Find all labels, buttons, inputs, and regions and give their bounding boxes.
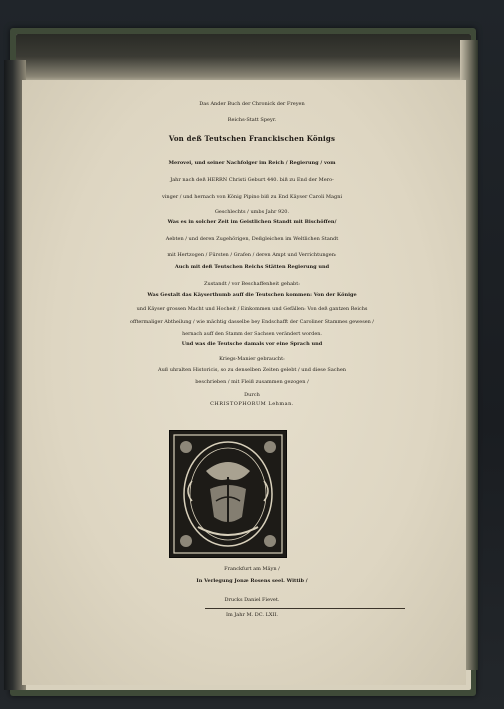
sources-line: Auß uhralten Historicis, so zu denselben Zeiten gelebt / und diese Sachen (157, 367, 347, 373)
imprint-place: Franckfurt am Mäyn / (224, 566, 280, 572)
top-page-shadow (16, 34, 471, 84)
author-name: CHRISTOPHORUM Lehman. (210, 401, 294, 407)
subtitle-line: Aebten / und deren Zugehörigen, Deßgleichen im Weltlichen Standt (165, 236, 339, 242)
imprint-rule (205, 608, 405, 609)
header-line: Das Ander Buch der Chronick der Freyen (199, 101, 305, 107)
subtitle-line: Kriegs-Manier gebraucht: (219, 356, 285, 362)
title-line: Merovei, und seiner Nachfolger im Reich / Regierung / vom (168, 160, 336, 166)
author-prefix: Durch (244, 392, 260, 398)
subtitle-line: hernach auff den Stamm der Sachsen verändert worden. (182, 331, 322, 337)
title-line: vinger / und hernach von König Pipino biß zu End Käyser Caroli Magni (161, 194, 343, 200)
subtitle-line: Was es in solcher Zeit im Geistlichen Standt mit Bischöffen/ (167, 219, 337, 225)
header-line: Reichs-Statt Speyr. (227, 117, 277, 123)
title-line: Geschlechts / umbs Jahr 920. (214, 209, 290, 215)
sources-line: beschrieben / mit Fleiß zusammen gezogen / (195, 379, 309, 385)
title-line: Jahr nach deß HERRN Christi Geburt 440. biß zu End der Mero- (170, 177, 334, 183)
main-title: Von deß Teutschen Franckischen Königs (168, 134, 336, 143)
subtitle-line: Zustandt / vor Beschaffenheit gehabt: (204, 281, 300, 287)
printers-mark-icon (169, 430, 287, 558)
subtitle-line: und Käyser grossen Macht und Hocheit / Einkommen und Gefällen: Von deß gantzen Reichs (136, 306, 368, 312)
imprint-year: Im Jahr M. DC. LXII. (225, 612, 279, 618)
imprint-printer: Drucks Daniel Fievet. (224, 597, 280, 603)
subtitle-line: offtermaliger Abtheilung / wie mächtig dasselbe bey Endschafft der Caroliner Stammes gewesen / (130, 319, 374, 325)
subtitle-line: Und was die Teutsche damals vor eine Sprach und (181, 341, 323, 347)
subtitle-line: mit Hertzogen / Fürsten / Grafen / deren Ampt und Verrichtungen: (167, 252, 337, 258)
subtitle-line: Auch mit deß Teutschen Reichs Stätten Regierung und (174, 264, 330, 270)
subtitle-line: Was Gestalt das Käyserthumb auff die Teutschen kommen: Von der Könige (147, 292, 357, 298)
imprint-publisher: In Verlegung Jonæ Rosens seel. Wittib / (196, 578, 308, 584)
